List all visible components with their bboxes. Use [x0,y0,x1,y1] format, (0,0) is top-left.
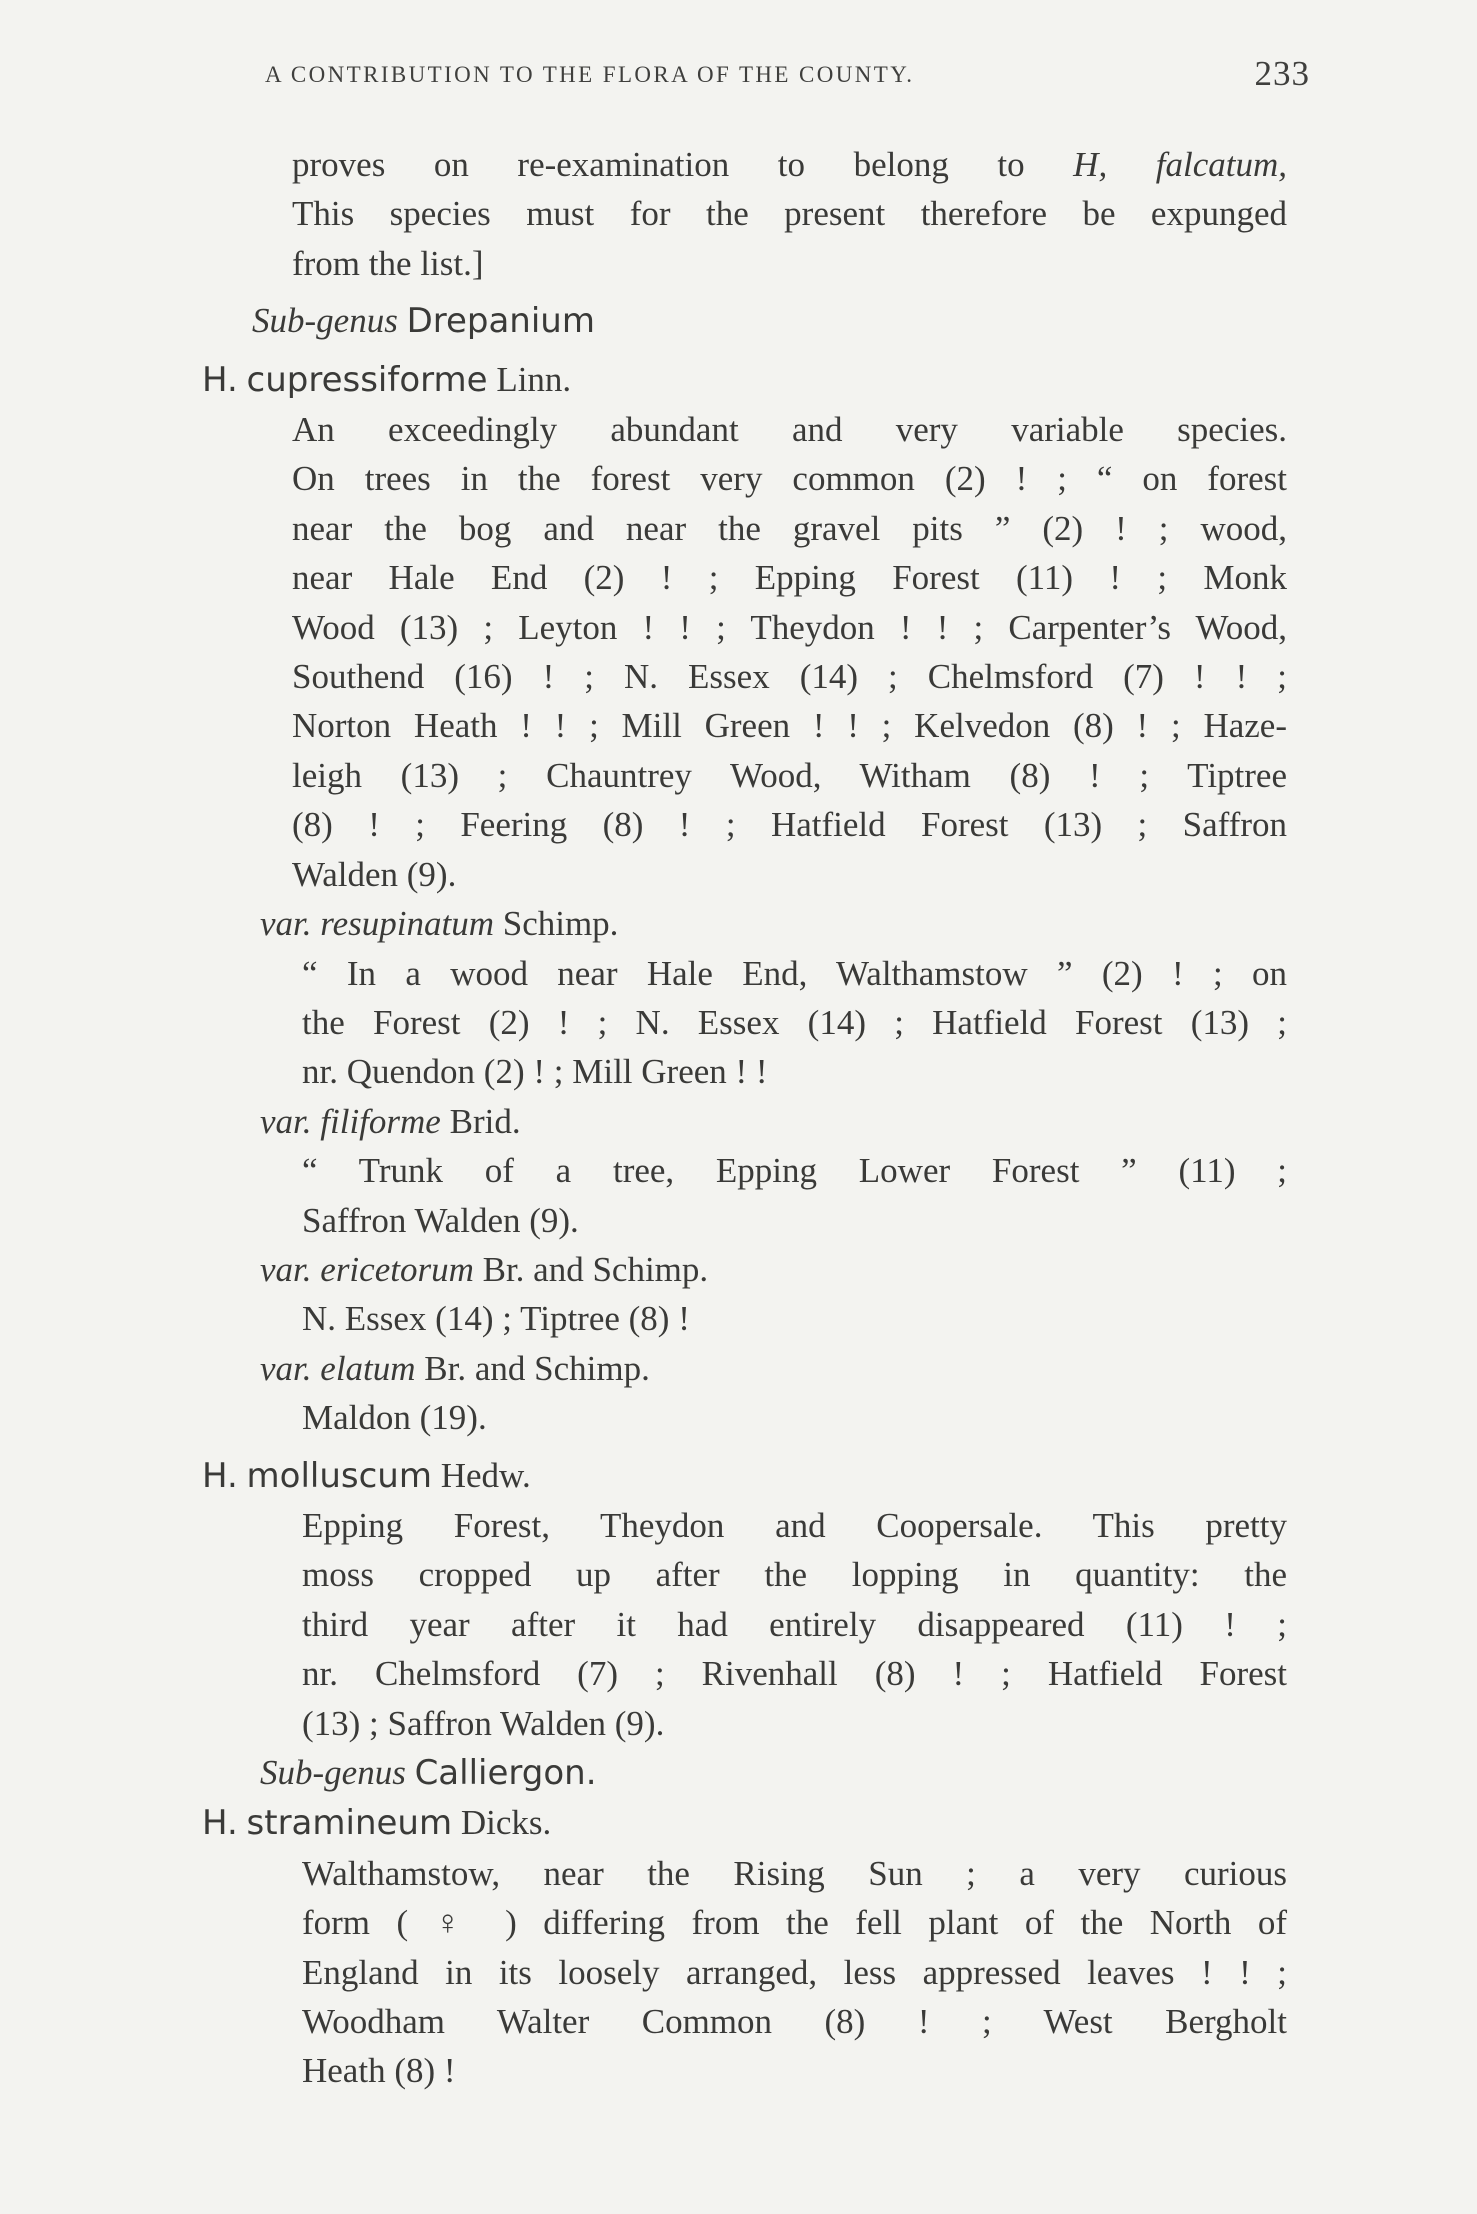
text-line: form ( ♀ ) differing from the fell plant of the North of [302,1903,1287,1943]
text-line: Walden (9). [292,854,457,894]
text-line: leigh (13) ; Chauntrey Wood, Witham (8) ! ; Tiptree [292,755,1287,795]
text-line: nr. Quendon (2) ! ; Mill Green ! ! [302,1052,768,1092]
text-line: Saffron Walden (9). [302,1200,579,1240]
text-line: N. Essex (14) ; Tiptree (8) ! [302,1299,690,1339]
species-heading: H. cupressiforme Linn. [202,359,572,400]
species-heading: H. stramineum Dicks. [202,1803,552,1844]
text-line: (8) ! ; Feering (8) ! ; Hatfield Forest (13) ; Saffron [292,805,1287,845]
variety-heading: var. filiforme Brid. [260,1101,521,1141]
text-line: “ Trunk of a tree, Epping Lower Forest ” (11) ; [302,1151,1287,1191]
page-number: 233 [1254,54,1310,93]
text-line: This species must for the present therefore be expunged [292,194,1287,234]
text-line: Heath (8) ! [302,2051,456,2091]
text-line: Southend (16) ! ; N. Essex (14) ; Chelmsford (7) ! ! ; [292,657,1287,697]
text-line: nr. Chelmsford (7) ; Rivenhall (8) ! ; Hatfield Forest [302,1654,1287,1694]
text-line: near Hale End (2) ! ; Epping Forest (11) ! ; Monk [292,558,1287,598]
text-line: Epping Forest, Theydon and Coopersale. This pretty [302,1505,1287,1545]
text-line: moss cropped up after the lopping in quantity: the [302,1555,1287,1595]
text-line: near the bog and near the gravel pits ” (2) ! ; wood, [292,508,1287,548]
species-reference: H, falcatum, [1073,145,1287,184]
variety-heading: var. ericetorum Br. and Schimp. [260,1249,709,1289]
running-header [265,54,1310,93]
text-line: Walthamstow, near the Rising Sun ; a very curious [302,1853,1287,1893]
text-line: An exceedingly abundant and very variable species. [292,410,1287,450]
text-line: Woodham Walter Common (8) ! ; West Bergholt [302,2002,1287,2042]
variety-heading: var. resupinatum Schimp. [260,904,619,944]
species-heading: H. molluscum Hedw. [202,1455,531,1496]
text-line: On trees in the forest very common (2) ! ; “ on forest [292,459,1287,499]
text-line: (13) ; Saffron Walden (9). [302,1703,665,1743]
text-line: the Forest (2) ! ; N. Essex (14) ; Hatfield Forest (13) ; [302,1002,1287,1042]
running-title: A CONTRIBUTION TO THE FLORA OF THE COUNTY. [265,62,915,87]
text-line: Wood (13) ; Leyton ! ! ; Theydon ! ! ; Carpenter’s Wood, [292,607,1287,647]
page-body [192,140,1287,2096]
text-line: from the list.] [292,243,484,283]
variety-heading: var. elatum Br. and Schimp. [260,1348,650,1388]
subgenus-heading: Sub-genus Drepanium [252,301,595,342]
text-line: Maldon (19). [302,1398,487,1438]
text-line: England in its loosely arranged, less appressed leaves ! ! ; [302,1952,1287,1992]
subgenus-heading: Sub-genus Calliergon. [260,1753,597,1793]
text-line: “ In a wood near Hale End, Walthamstow ” (2) ! ; on [302,953,1287,993]
text-line: Norton Heath ! ! ; Mill Green ! ! ; Kelvedon (8) ! ; Haze- [292,706,1287,746]
text-line: proves on re-examination to belong to H, falcatum, [292,145,1287,184]
text-line: third year after it had entirely disappeared (11) ! ; [302,1604,1287,1644]
